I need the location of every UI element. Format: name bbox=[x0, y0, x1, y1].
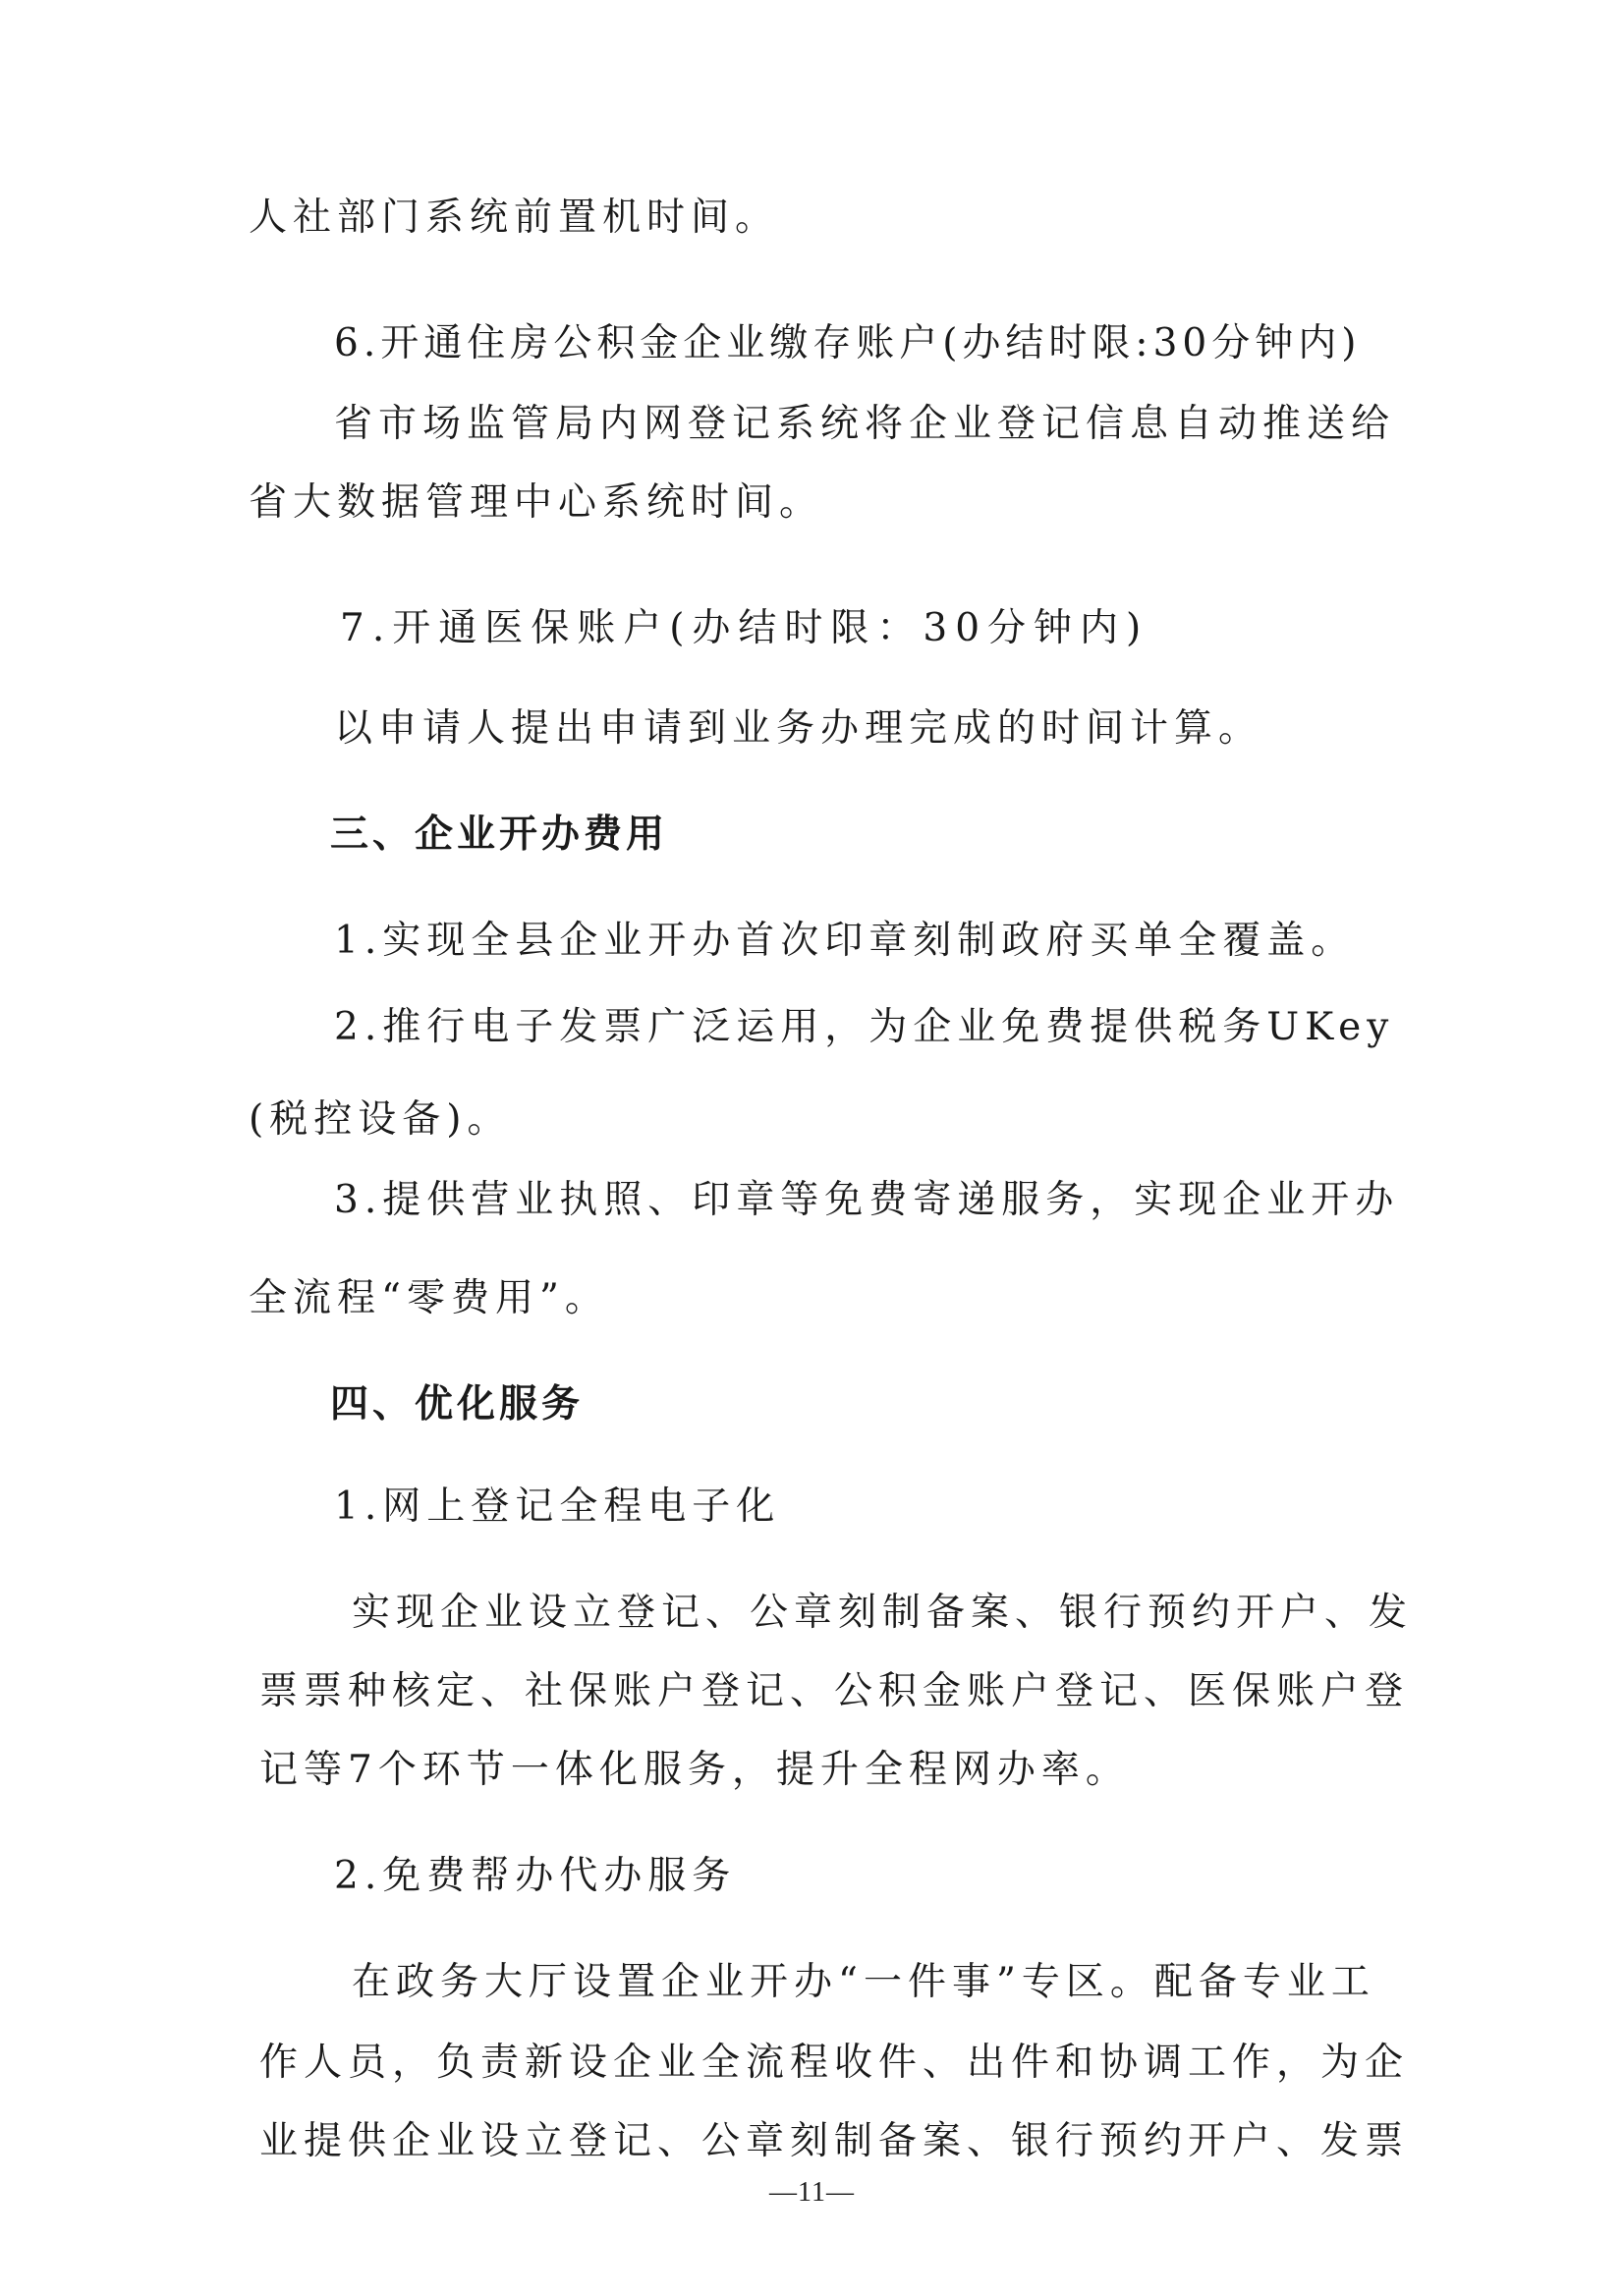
body-text-line: 票票种核定、社保账户登记、公积金账户登记、医保账户登 bbox=[259, 1669, 1410, 1713]
body-text-line: 以申请人提出申请到业务办理完成的时间计算。 bbox=[334, 706, 1263, 751]
body-text-line: 省大数据管理中心系统时间。 bbox=[249, 480, 824, 525]
body-text-line: 实现企业设立登记、公章刻制备案、银行预约开户、发 bbox=[352, 1591, 1414, 1635]
list-item-heading: 1.网上登记全程电子化 bbox=[334, 1484, 781, 1529]
body-text-line: (税控设备)。 bbox=[249, 1097, 512, 1142]
list-item-heading: 6.开通住房公积金企业缴存账户(办结时限:30分钟内) bbox=[334, 321, 1362, 365]
body-text-line: 全流程“零费用”。 bbox=[249, 1276, 609, 1320]
body-text-line: 人社部门系统前置机时间。 bbox=[249, 196, 780, 240]
body-text-line: 业提供企业设立登记、公章刻制备案、银行预约开户、发票 bbox=[259, 2119, 1410, 2163]
list-item: 1.实现全县企业开办首次印章刻制政府买单全覆盖。 bbox=[334, 919, 1356, 963]
page-number: —11— bbox=[769, 2177, 855, 2208]
body-text-line: 在政务大厅设置企业开办“一件事”专区。配备专业工 bbox=[352, 1960, 1375, 2004]
body-text-line: 记等7个环节一体化服务，提升全程网办率。 bbox=[259, 1748, 1130, 1792]
section-heading: 三、企业开办费用 bbox=[330, 812, 669, 857]
body-text-line: 省市场监管局内网登记系统将企业登记信息自动推送给 bbox=[334, 402, 1396, 446]
list-item: 2.推行电子发票广泛运用，为企业免费提供税务UKey bbox=[334, 1005, 1395, 1049]
list-item-heading: 2.免费帮办代办服务 bbox=[334, 1854, 737, 1898]
section-heading: 四、优化服务 bbox=[330, 1382, 585, 1427]
list-item: 3.提供营业执照、印章等免费寄递服务，实现企业开办 bbox=[334, 1178, 1400, 1222]
list-item-heading: 7.开通医保账户(办结时限：30分钟内) bbox=[340, 606, 1149, 650]
body-text-line: 作人员，负责新设企业全流程收件、出件和协调工作，为企 bbox=[259, 2041, 1410, 2085]
